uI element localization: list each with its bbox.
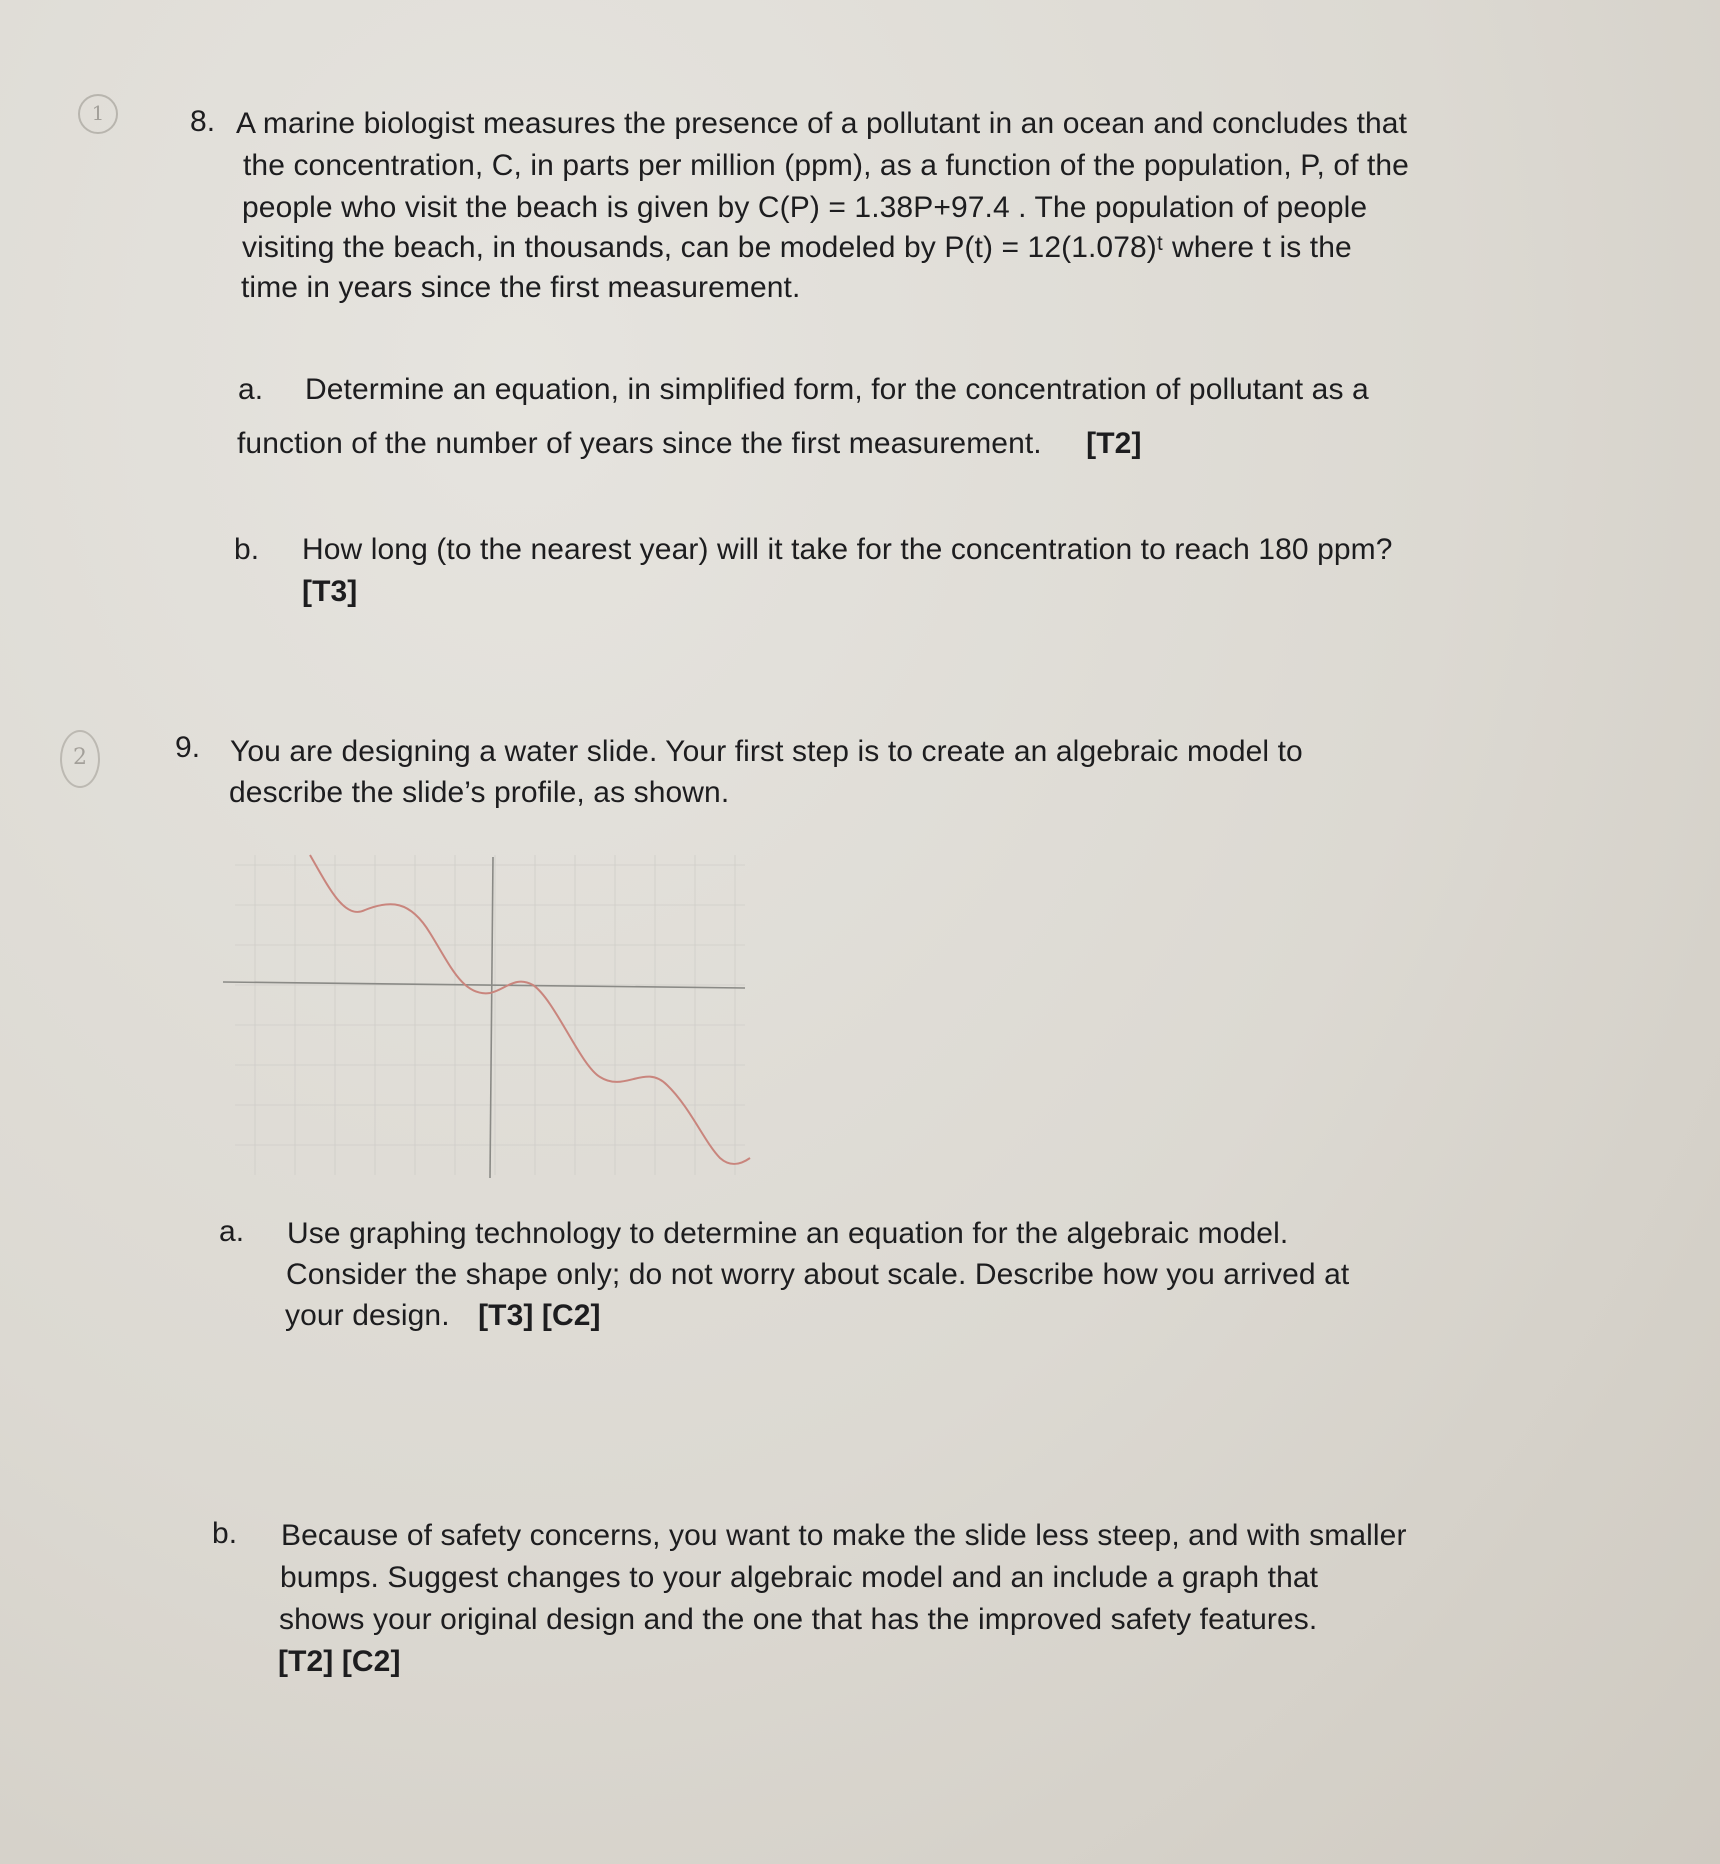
q9b-line-3: shows your original design and the one that has the improved safety features. [279, 1603, 1318, 1636]
margin-mark-q8: 1 [78, 94, 118, 134]
q9b-line-1: Because of safety concerns, you want to make the slide less steep, and with smaller [281, 1519, 1407, 1552]
q8a-label: a. [238, 373, 264, 406]
q9-line-2: describe the slide’s profile, as shown. [229, 776, 730, 809]
q9-number: 9. [175, 731, 201, 764]
q9a-line-2: Consider the shape only; do not worry about scale. Describe how you arrived at [286, 1258, 1350, 1291]
q9a-tag: [T3] [C2] [478, 1299, 601, 1332]
q9b-tag: [T2] [C2] [278, 1645, 401, 1678]
margin-mark-q9: 2 [60, 730, 100, 788]
q9a-line-1: Use graphing technology to determine an equation for the algebraic model. [287, 1217, 1289, 1250]
q8a-line-2: function of the number of years since the first measurement. [T2] [237, 427, 1142, 460]
q8-line-2: the concentration, C, in parts per million (ppm), as a function of the population, P, of the [243, 149, 1409, 182]
slide-profile-graph [215, 845, 755, 1180]
q8-line-5: time in years since the first measurement. [241, 271, 801, 304]
q8a-tag: [T2] [1086, 427, 1142, 460]
q9b-label: b. [212, 1517, 238, 1550]
q8-line-1: A marine biologist measures the presence of a pollutant in an ocean and concludes that [236, 107, 1408, 140]
q8-line-3: people who visit the beach is given by C(P) = 1.38P+97.4 . The population of people [242, 191, 1368, 224]
q9-line-1: You are designing a water slide. Your first step is to create an algebraic model to [230, 735, 1303, 768]
q8b-tag: [T3] [302, 575, 358, 608]
q8a-line-1: Determine an equation, in simplified form, for the concentration of pollutant as a [305, 373, 1369, 406]
q9b-line-2: bumps. Suggest changes to your algebraic model and an include a graph that [280, 1561, 1319, 1594]
q8b-label: b. [234, 533, 260, 566]
q8-number: 8. [190, 105, 216, 138]
q8b-line-1: How long (to the nearest year) will it take for the concentration to reach 180 ppm? [302, 533, 1393, 566]
slide-curve [310, 855, 750, 1164]
q9a-label: a. [219, 1215, 245, 1248]
q9a-line-3: your design. [T3] [C2] [285, 1299, 601, 1332]
q8-line-4: visiting the beach, in thousands, can be modeled by P(t) = 12(1.078)ᵗ where t is the [242, 231, 1352, 264]
